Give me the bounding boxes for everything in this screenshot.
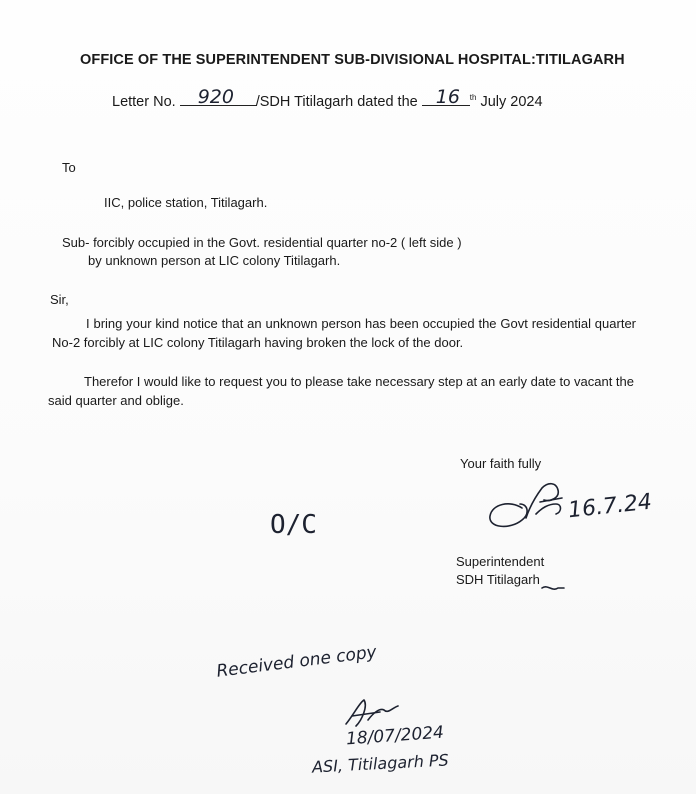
letter-day-blank — [422, 85, 470, 108]
office-underline-stroke — [540, 582, 566, 596]
signature-date: 16.7.24 — [566, 489, 654, 524]
letter-day: 16 — [435, 85, 460, 108]
recipient: IIC, police station, Titilagarh. — [104, 195, 268, 210]
received-note: Received one copy — [215, 642, 378, 682]
signatory-office: SDH Titilagarh — [456, 572, 540, 587]
complimentary-close: Your faith fully — [460, 456, 542, 471]
received-date: 18/07/2024 — [345, 722, 445, 750]
letter-office-dated-label: /SDH Titilagarh dated the — [255, 93, 418, 110]
received-by: ASI, Titilagarh PS — [311, 750, 450, 777]
letter-no-label: Letter No. — [112, 93, 176, 110]
body-paragraph-2: Therefor I would like to request you to please take necessary step at an early date to vacant the said quarter and oblige. — [48, 374, 634, 408]
letter-month-year: July 2024 — [480, 93, 543, 110]
office-title: OFFICE OF THE SUPERINTENDENT SUB-DIVISIONAL HOSPITAL:TITILAGARH — [80, 52, 625, 68]
letter-number-blank — [180, 85, 256, 108]
subject-line-2: by unknown person at LIC colony Titilagarh. — [88, 253, 341, 268]
letter-reference-line — [112, 85, 543, 110]
letter-number: 920 — [197, 85, 234, 108]
subject-line-1: Sub- forcibly occupied in the Govt. residential quarter no-2 ( left side ) — [62, 235, 462, 250]
designation: Superintendent — [456, 554, 545, 569]
body-paragraph-1: I bring your kind notice that an unknown person has been occupied the Govt residential quarter No-2 forcibly at LIC colony Titilagarh having broken the lock of the door. — [52, 316, 636, 350]
to-label: To — [62, 160, 76, 175]
day-suffix: th — [469, 93, 477, 102]
ok-mark: O/C — [270, 510, 317, 540]
salutation: Sir, — [50, 292, 69, 307]
